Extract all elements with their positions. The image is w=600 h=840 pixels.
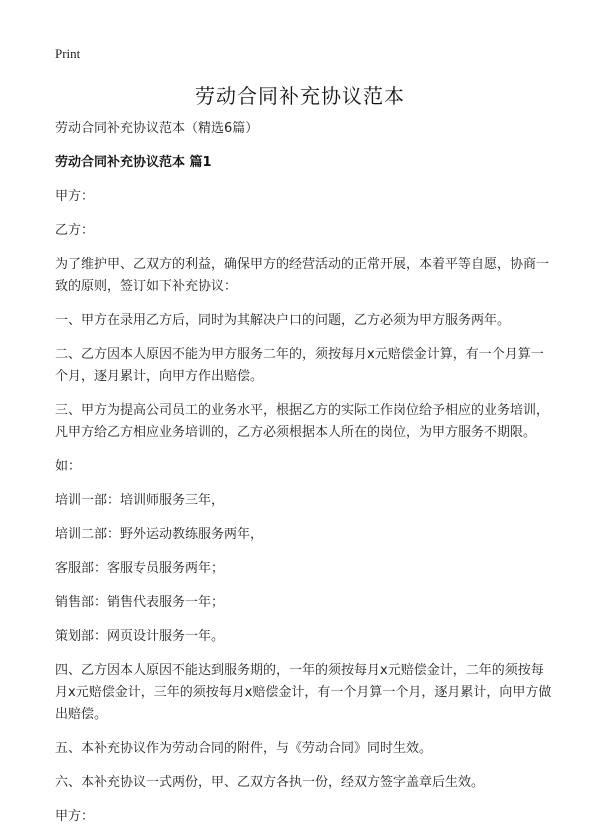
section-heading: 劳动合同补充协议范本 篇1	[55, 155, 212, 170]
party-a-label: 甲方：	[55, 189, 95, 204]
list-item: 销售部：销售代表服务一年；	[55, 595, 225, 610]
clause-5: 五、本补充协议作为劳动合同的附件，与《劳动合同》同时生效。	[55, 741, 433, 756]
clause-4: 四、乙方因本人原因不能达到服务期的，一年的须按每月x元赔偿金计，二年的须按每月x元赔偿金计，三年的须按每月x赔偿金计，有一个月算一个月，逐月累计，向甲方做出赔偿。	[55, 663, 552, 722]
preamble-paragraph: 为了维护甲、乙双方的利益，确保甲方的经营活动的正常开展，本着平等自愿，协商一致的原则，签订如下补充协议：	[55, 257, 550, 294]
clause-3: 三、甲方为提高公司员工的业务水平，根据乙方的实际工作岗位给予相应的业务培训，凡甲方给乙方相应业务培训的，乙方必须根据本人所在的岗位，为甲方服务不期限。	[55, 403, 550, 440]
list-item: 培训二部：野外运动教练服务两年，	[55, 527, 264, 542]
party-b-label: 乙方：	[55, 223, 95, 238]
print-link[interactable]: Print	[55, 46, 81, 61]
document-subtitle: 劳动合同补充协议范本（精选6篇）	[55, 121, 259, 136]
document-title: 劳动合同补充协议范本	[195, 84, 405, 108]
list-item: 培训一部：培训师服务三年，	[55, 493, 225, 508]
list-item: 客服部：客服专员服务两年；	[55, 561, 225, 576]
clause-2: 二、乙方因本人原因不能为甲方服务二年的，须按每月x元赔偿金计算，有一个月算一个月，逐月累计，向甲方作出赔偿。	[55, 347, 544, 384]
list-item: 策划部：网页设计服务一年。	[55, 629, 225, 644]
clause-1: 一、甲方在录用乙方后，同时为其解决户口的问题，乙方必须为甲方服务两年。	[55, 313, 511, 328]
example-label: 如：	[55, 459, 82, 474]
party-a-signature-label: 甲方：	[55, 809, 95, 824]
document-body	[55, 118, 555, 840]
clause-6: 六、本补充协议一式两份，甲、乙双方各执一份，经双方签字盖章后生效。	[55, 775, 485, 790]
